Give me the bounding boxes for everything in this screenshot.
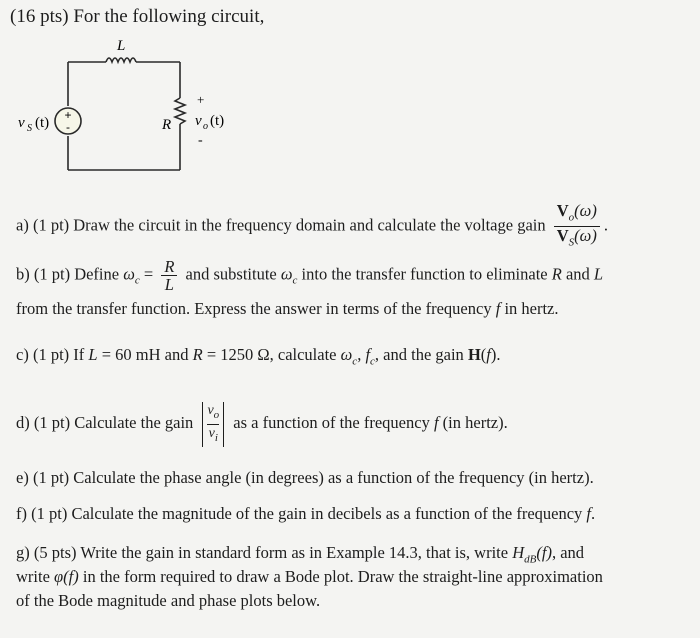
question-c: c) (1 pt) If L = 60 mH and R = 1250 Ω, calculate $\omega_c$, $f_c$, and the gain H(f). (16, 345, 501, 368)
output-plus: + (197, 92, 205, 107)
svg-text:(t): (t) (210, 113, 225, 129)
output-minus: - (198, 133, 203, 148)
resistor-label: R (162, 117, 172, 133)
svg-text:v: v (195, 113, 202, 129)
question-b-line2: from the transfer function. Express the answer in terms of the frequency f in hertz. (16, 299, 559, 318)
question-g-line3: of the Bode magnitude and phase plots below. (16, 591, 321, 610)
question-d: d) (1 pt) Calculate the gain $\frac{v_o}{v_i}$ as a function of the frequency f (in hertz). (16, 402, 691, 447)
question-g-line2: write φ(f) in the form required to draw a Bode plot. Draw the straight-line approximation (16, 567, 603, 586)
problem-header: (16 pts) For the following circuit, (10, 6, 265, 27)
question-g: g) (5 pts) Write the gain in standard form as in Example 14.3, that is, write $H_{dB}(f)$, and (16, 543, 585, 566)
svg-text:S: S (27, 123, 32, 134)
question-b: b) (1 pt) Define $\omega_c$ = $\frac{R}{L}$ and substitute $\omega_c$ into the transfer function to eliminate R and L (16, 257, 604, 294)
gain-magnitude: $\frac{v_o}{v_i}$ (202, 402, 224, 447)
circuit-diagram (0, 30, 260, 180)
inductor-label: L (117, 38, 126, 54)
svg-text:v: v (18, 115, 25, 131)
source-plus: + (64, 108, 72, 122)
source-voltage-label (18, 115, 49, 134)
resistor (175, 98, 185, 124)
question-a: a) (1 pt) Draw the circuit in the frequency domain and calculate the voltage gain $\frac{V_o(\omega)}{V_S(\omega)}$ . (16, 202, 691, 252)
inductor (106, 58, 136, 62)
output-voltage-label (195, 113, 224, 132)
question-f: f) (1 pt) Calculate the magnitude of the gain in decibels as a function of the frequency f. (16, 504, 596, 523)
source-minus: - (66, 120, 70, 134)
gain-fraction: $\frac{V_o(\omega)}{V_S(\omega)}$ (554, 202, 600, 252)
svg-text:o: o (203, 121, 208, 132)
question-e: e) (1 pt) Calculate the phase angle (in degrees) as a function of the frequency (in hertz). (16, 468, 594, 487)
svg-text:(t): (t) (35, 115, 50, 131)
